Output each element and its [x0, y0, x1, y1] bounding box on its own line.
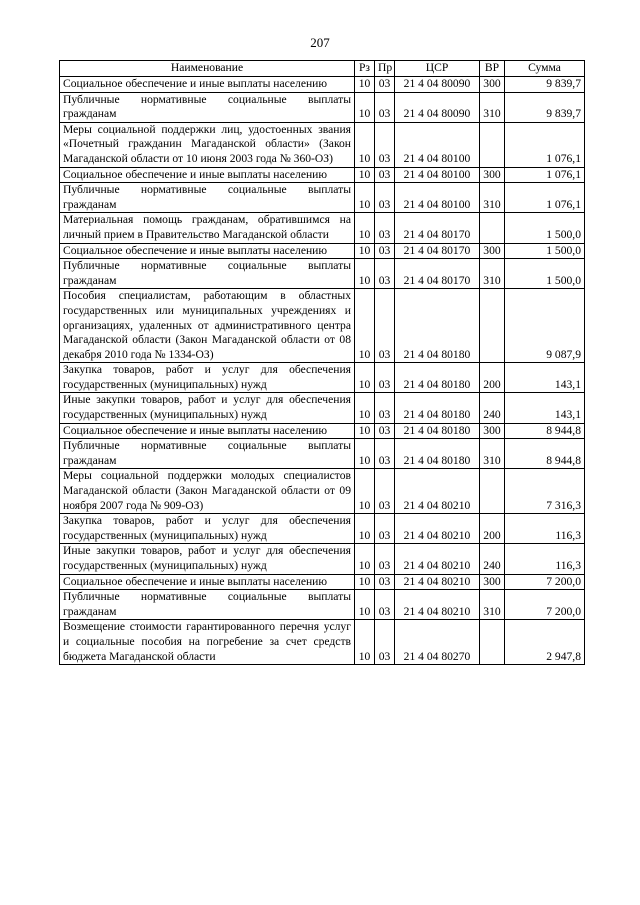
- table-row: [60, 289, 585, 363]
- cell-vr: 310: [480, 259, 505, 289]
- cell-pr: 03: [375, 423, 395, 439]
- cell-rz: 10: [355, 439, 375, 469]
- cell-pr: 03: [375, 183, 395, 213]
- table-body: [60, 77, 585, 665]
- cell-vr: [480, 469, 505, 514]
- table-row: [60, 574, 585, 590]
- cell-name: Возмещение стоимости гарантированного перечня услуг и социальные пособия на погребение за счет средств бюджета Магаданской области: [60, 620, 355, 665]
- cell-name: Иные закупки товаров, работ и услуг для обеспечения государственных (муниципальных) нужд: [60, 393, 355, 423]
- cell-name: Материальная помощь гражданам, обратившимся на личный прием в Правительство Магаданской области: [60, 213, 355, 243]
- column-header-sum: Сумма: [505, 61, 585, 77]
- cell-vr: 300: [480, 574, 505, 590]
- cell-csr: 21 4 04 80180: [395, 289, 480, 363]
- column-header-vr: ВР: [480, 61, 505, 77]
- cell-rz: 10: [355, 183, 375, 213]
- cell-csr: 21 4 04 80090: [395, 77, 480, 93]
- cell-name: Пособия специалистам, работающим в областных государственных или муниципальных учреждениях и организациях, удаленных от административного центра Магаданской области (Закон Магаданской области от 08 декабря 2010 года № 1334-ОЗ): [60, 289, 355, 363]
- cell-csr: 21 4 04 80170: [395, 213, 480, 243]
- cell-pr: 03: [375, 620, 395, 665]
- cell-csr: 21 4 04 80100: [395, 183, 480, 213]
- cell-csr: 21 4 04 80210: [395, 469, 480, 514]
- column-header-pr: Пр: [375, 61, 395, 77]
- table-row: [60, 167, 585, 183]
- table-row: [60, 469, 585, 514]
- column-header-name: Наименование: [60, 61, 355, 77]
- cell-vr: [480, 620, 505, 665]
- cell-csr: 21 4 04 80270: [395, 620, 480, 665]
- table-row: [60, 183, 585, 213]
- cell-name: Публичные нормативные социальные выплаты гражданам: [60, 183, 355, 213]
- table-row: [60, 620, 585, 665]
- table-row: [60, 259, 585, 289]
- cell-csr: 21 4 04 80180: [395, 363, 480, 393]
- cell-rz: 10: [355, 574, 375, 590]
- cell-vr: 240: [480, 393, 505, 423]
- cell-sum: 1 076,1: [505, 122, 585, 167]
- cell-name: Социальное обеспечение и иные выплаты населению: [60, 167, 355, 183]
- cell-csr: 21 4 04 80170: [395, 243, 480, 259]
- cell-sum: 143,1: [505, 393, 585, 423]
- cell-vr: 240: [480, 544, 505, 574]
- cell-vr: 200: [480, 514, 505, 544]
- cell-pr: 03: [375, 544, 395, 574]
- cell-sum: 2 947,8: [505, 620, 585, 665]
- table-row: [60, 363, 585, 393]
- cell-sum: 9 839,7: [505, 77, 585, 93]
- cell-sum: 8 944,8: [505, 423, 585, 439]
- table-header-row: [60, 61, 585, 77]
- cell-rz: 10: [355, 167, 375, 183]
- cell-name: Публичные нормативные социальные выплаты гражданам: [60, 439, 355, 469]
- cell-rz: 10: [355, 122, 375, 167]
- cell-sum: 1 500,0: [505, 259, 585, 289]
- column-header-rz: Рз: [355, 61, 375, 77]
- table-row: [60, 213, 585, 243]
- cell-vr: 310: [480, 92, 505, 122]
- cell-pr: 03: [375, 574, 395, 590]
- cell-vr: 310: [480, 183, 505, 213]
- cell-sum: 7 316,3: [505, 469, 585, 514]
- cell-rz: 10: [355, 259, 375, 289]
- cell-rz: 10: [355, 393, 375, 423]
- cell-csr: 21 4 04 80210: [395, 590, 480, 620]
- cell-pr: 03: [375, 92, 395, 122]
- cell-sum: 116,3: [505, 514, 585, 544]
- cell-sum: 143,1: [505, 363, 585, 393]
- cell-vr: 300: [480, 167, 505, 183]
- cell-vr: 300: [480, 77, 505, 93]
- cell-sum: 1 076,1: [505, 167, 585, 183]
- cell-vr: [480, 289, 505, 363]
- cell-name: Закупка товаров, работ и услуг для обеспечения государственных (муниципальных) нужд: [60, 363, 355, 393]
- cell-rz: 10: [355, 289, 375, 363]
- cell-pr: 03: [375, 514, 395, 544]
- cell-sum: 9 087,9: [505, 289, 585, 363]
- cell-sum: 1 500,0: [505, 243, 585, 259]
- cell-vr: 300: [480, 423, 505, 439]
- cell-sum: 116,3: [505, 544, 585, 574]
- cell-vr: [480, 213, 505, 243]
- cell-pr: 03: [375, 167, 395, 183]
- cell-csr: 21 4 04 80100: [395, 167, 480, 183]
- cell-vr: 200: [480, 363, 505, 393]
- table-row: [60, 544, 585, 574]
- cell-pr: 03: [375, 590, 395, 620]
- cell-vr: 310: [480, 590, 505, 620]
- cell-pr: 03: [375, 469, 395, 514]
- cell-csr: 21 4 04 80180: [395, 393, 480, 423]
- cell-rz: 10: [355, 423, 375, 439]
- cell-sum: 7 200,0: [505, 574, 585, 590]
- cell-sum: 8 944,8: [505, 439, 585, 469]
- table-row: [60, 393, 585, 423]
- cell-csr: 21 4 04 80210: [395, 544, 480, 574]
- cell-name: Социальное обеспечение и иные выплаты населению: [60, 574, 355, 590]
- cell-pr: 03: [375, 363, 395, 393]
- cell-pr: 03: [375, 122, 395, 167]
- cell-rz: 10: [355, 243, 375, 259]
- column-header-csr: ЦСР: [395, 61, 480, 77]
- cell-pr: 03: [375, 439, 395, 469]
- table-row: [60, 122, 585, 167]
- cell-name: Социальное обеспечение и иные выплаты населению: [60, 423, 355, 439]
- cell-name: Социальное обеспечение и иные выплаты населению: [60, 77, 355, 93]
- cell-sum: 7 200,0: [505, 590, 585, 620]
- cell-pr: 03: [375, 77, 395, 93]
- cell-pr: 03: [375, 213, 395, 243]
- table-row: [60, 92, 585, 122]
- cell-name: Публичные нормативные социальные выплаты гражданам: [60, 259, 355, 289]
- cell-name: Социальное обеспечение и иные выплаты населению: [60, 243, 355, 259]
- table-row: [60, 243, 585, 259]
- table-row: [60, 423, 585, 439]
- cell-csr: 21 4 04 80210: [395, 574, 480, 590]
- cell-vr: [480, 122, 505, 167]
- cell-vr: 310: [480, 439, 505, 469]
- cell-rz: 10: [355, 469, 375, 514]
- cell-sum: 1 076,1: [505, 183, 585, 213]
- cell-csr: 21 4 04 80180: [395, 423, 480, 439]
- cell-vr: 300: [480, 243, 505, 259]
- cell-rz: 10: [355, 544, 375, 574]
- cell-pr: 03: [375, 289, 395, 363]
- cell-rz: 10: [355, 213, 375, 243]
- table-row: [60, 439, 585, 469]
- cell-rz: 10: [355, 514, 375, 544]
- cell-pr: 03: [375, 259, 395, 289]
- table-row: [60, 77, 585, 93]
- cell-name: Меры социальной поддержки лиц, удостоенных звания «Почетный гражданин Магаданской области» (Закон Магаданской области от 10 июня 2003 года № 360-ОЗ): [60, 122, 355, 167]
- cell-name: Иные закупки товаров, работ и услуг для обеспечения государственных (муниципальных) нужд: [60, 544, 355, 574]
- cell-csr: 21 4 04 80180: [395, 439, 480, 469]
- cell-rz: 10: [355, 77, 375, 93]
- table-row: [60, 590, 585, 620]
- page-number: 207: [310, 35, 330, 50]
- cell-sum: 1 500,0: [505, 213, 585, 243]
- cell-rz: 10: [355, 620, 375, 665]
- cell-rz: 10: [355, 92, 375, 122]
- cell-csr: 21 4 04 80170: [395, 259, 480, 289]
- cell-name: Публичные нормативные социальные выплаты гражданам: [60, 92, 355, 122]
- cell-csr: 21 4 04 80210: [395, 514, 480, 544]
- cell-name: Публичные нормативные социальные выплаты гражданам: [60, 590, 355, 620]
- cell-name: Меры социальной поддержки молодых специалистов Магаданской области (Закон Магаданской области от 09 ноября 2007 года № 909-ОЗ): [60, 469, 355, 514]
- cell-pr: 03: [375, 393, 395, 423]
- cell-pr: 03: [375, 243, 395, 259]
- budget-table: [59, 60, 585, 665]
- cell-rz: 10: [355, 590, 375, 620]
- cell-csr: 21 4 04 80090: [395, 92, 480, 122]
- cell-name: Закупка товаров, работ и услуг для обеспечения государственных (муниципальных) нужд: [60, 514, 355, 544]
- table-row: [60, 514, 585, 544]
- cell-rz: 10: [355, 363, 375, 393]
- cell-sum: 9 839,7: [505, 92, 585, 122]
- cell-csr: 21 4 04 80100: [395, 122, 480, 167]
